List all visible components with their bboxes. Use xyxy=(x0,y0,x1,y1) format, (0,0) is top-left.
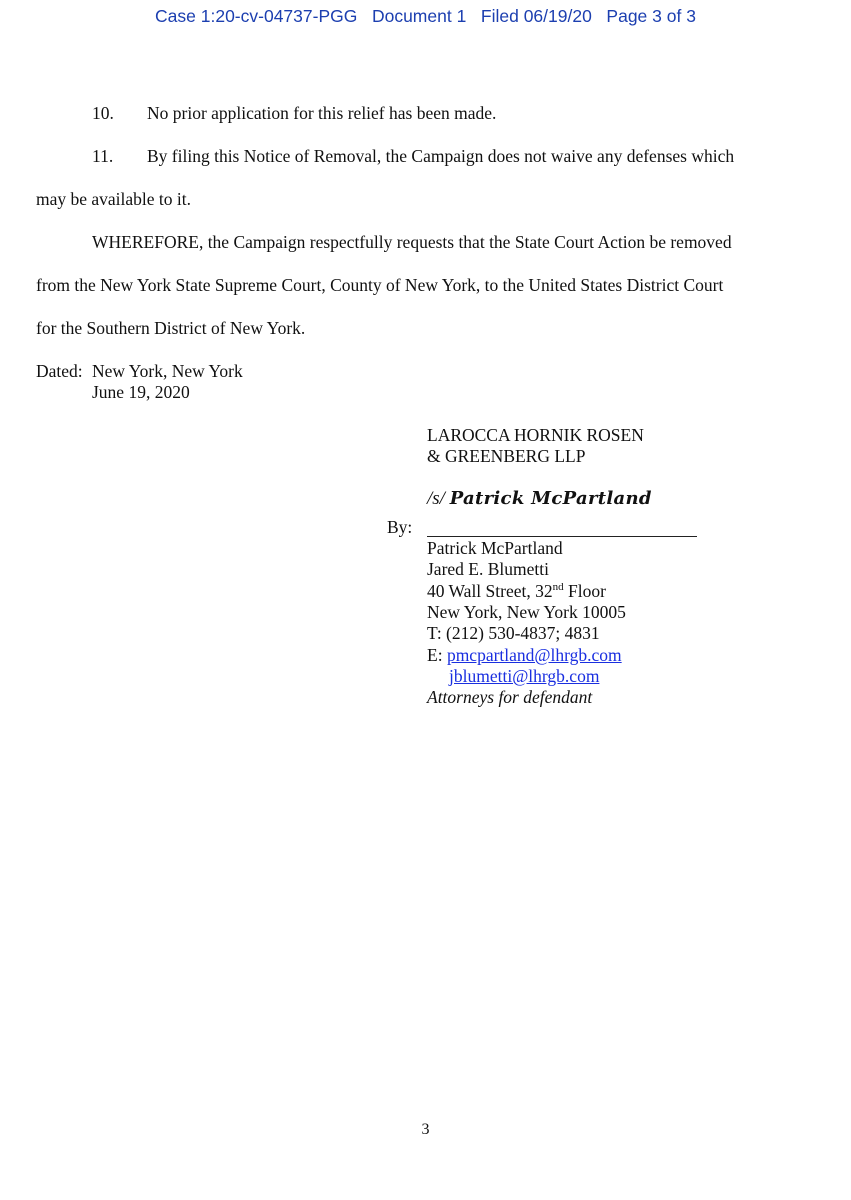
paragraph-11-number: 11. xyxy=(92,146,114,166)
email-line-2 xyxy=(449,665,599,687)
attorney-role: Attorneys for defendant xyxy=(427,687,593,707)
street-address xyxy=(427,580,606,602)
paragraph-10-text: No prior application for this relief has been made. xyxy=(147,103,497,123)
attorney-name-1: Patrick McPartland xyxy=(427,538,563,558)
firm-name-line-2: & GREENBERG LLP xyxy=(427,446,586,466)
signature-prefix: /s/ xyxy=(427,488,445,509)
firm-name-line-1: LAROCCA HORNIK ROSEN xyxy=(427,425,644,445)
email-link-jblumetti[interactable]: jblumetti@lhrgb.com xyxy=(449,666,600,686)
wherefore-line-1: WHEREFORE, the Campaign respectfully requests that the State Court Action be removed xyxy=(92,232,732,252)
paragraph-11-line-2: may be available to it. xyxy=(36,189,192,209)
email-label: E: xyxy=(427,645,447,665)
attorney-name-2: Jared E. Blumetti xyxy=(427,559,549,579)
page-number: 3 xyxy=(421,1121,430,1138)
dated-place: New York, New York xyxy=(92,361,243,381)
ecf-header xyxy=(0,6,851,27)
document-number: Document 1 xyxy=(371,6,467,26)
address-pre: 40 Wall Street, 32 xyxy=(427,581,553,601)
case-number: Case 1:20-cv-04737-PGG xyxy=(155,6,358,26)
page-indicator: Page 3 of 3 xyxy=(606,6,696,26)
city-state-zip: New York, New York 10005 xyxy=(427,602,626,622)
email-link-pmcpartland[interactable]: pmcpartland@lhrgb.com xyxy=(446,645,622,665)
signature-name: Patrick McPartland xyxy=(449,488,652,509)
wherefore-line-3: for the Southern District of New York. xyxy=(36,318,306,338)
by-label: By: xyxy=(387,517,413,537)
electronic-signature xyxy=(427,488,652,510)
filed-date: Filed 06/19/20 xyxy=(480,6,592,26)
address-post: Floor xyxy=(563,581,606,601)
address-ordinal: nd xyxy=(552,581,564,593)
email-line-1 xyxy=(427,644,622,666)
phone-numbers: T: (212) 530-4837; 4831 xyxy=(427,623,600,643)
paragraph-11-line-1: By filing this Notice of Removal, the Campaign does not waive any defenses which xyxy=(147,146,735,166)
paragraph-10-number: 10. xyxy=(92,103,114,123)
dated-date: June 19, 2020 xyxy=(92,382,190,402)
dated-label: Dated: xyxy=(36,361,83,381)
wherefore-line-2: from the New York State Supreme Court, County of New York, to the United States District Court xyxy=(36,275,724,295)
